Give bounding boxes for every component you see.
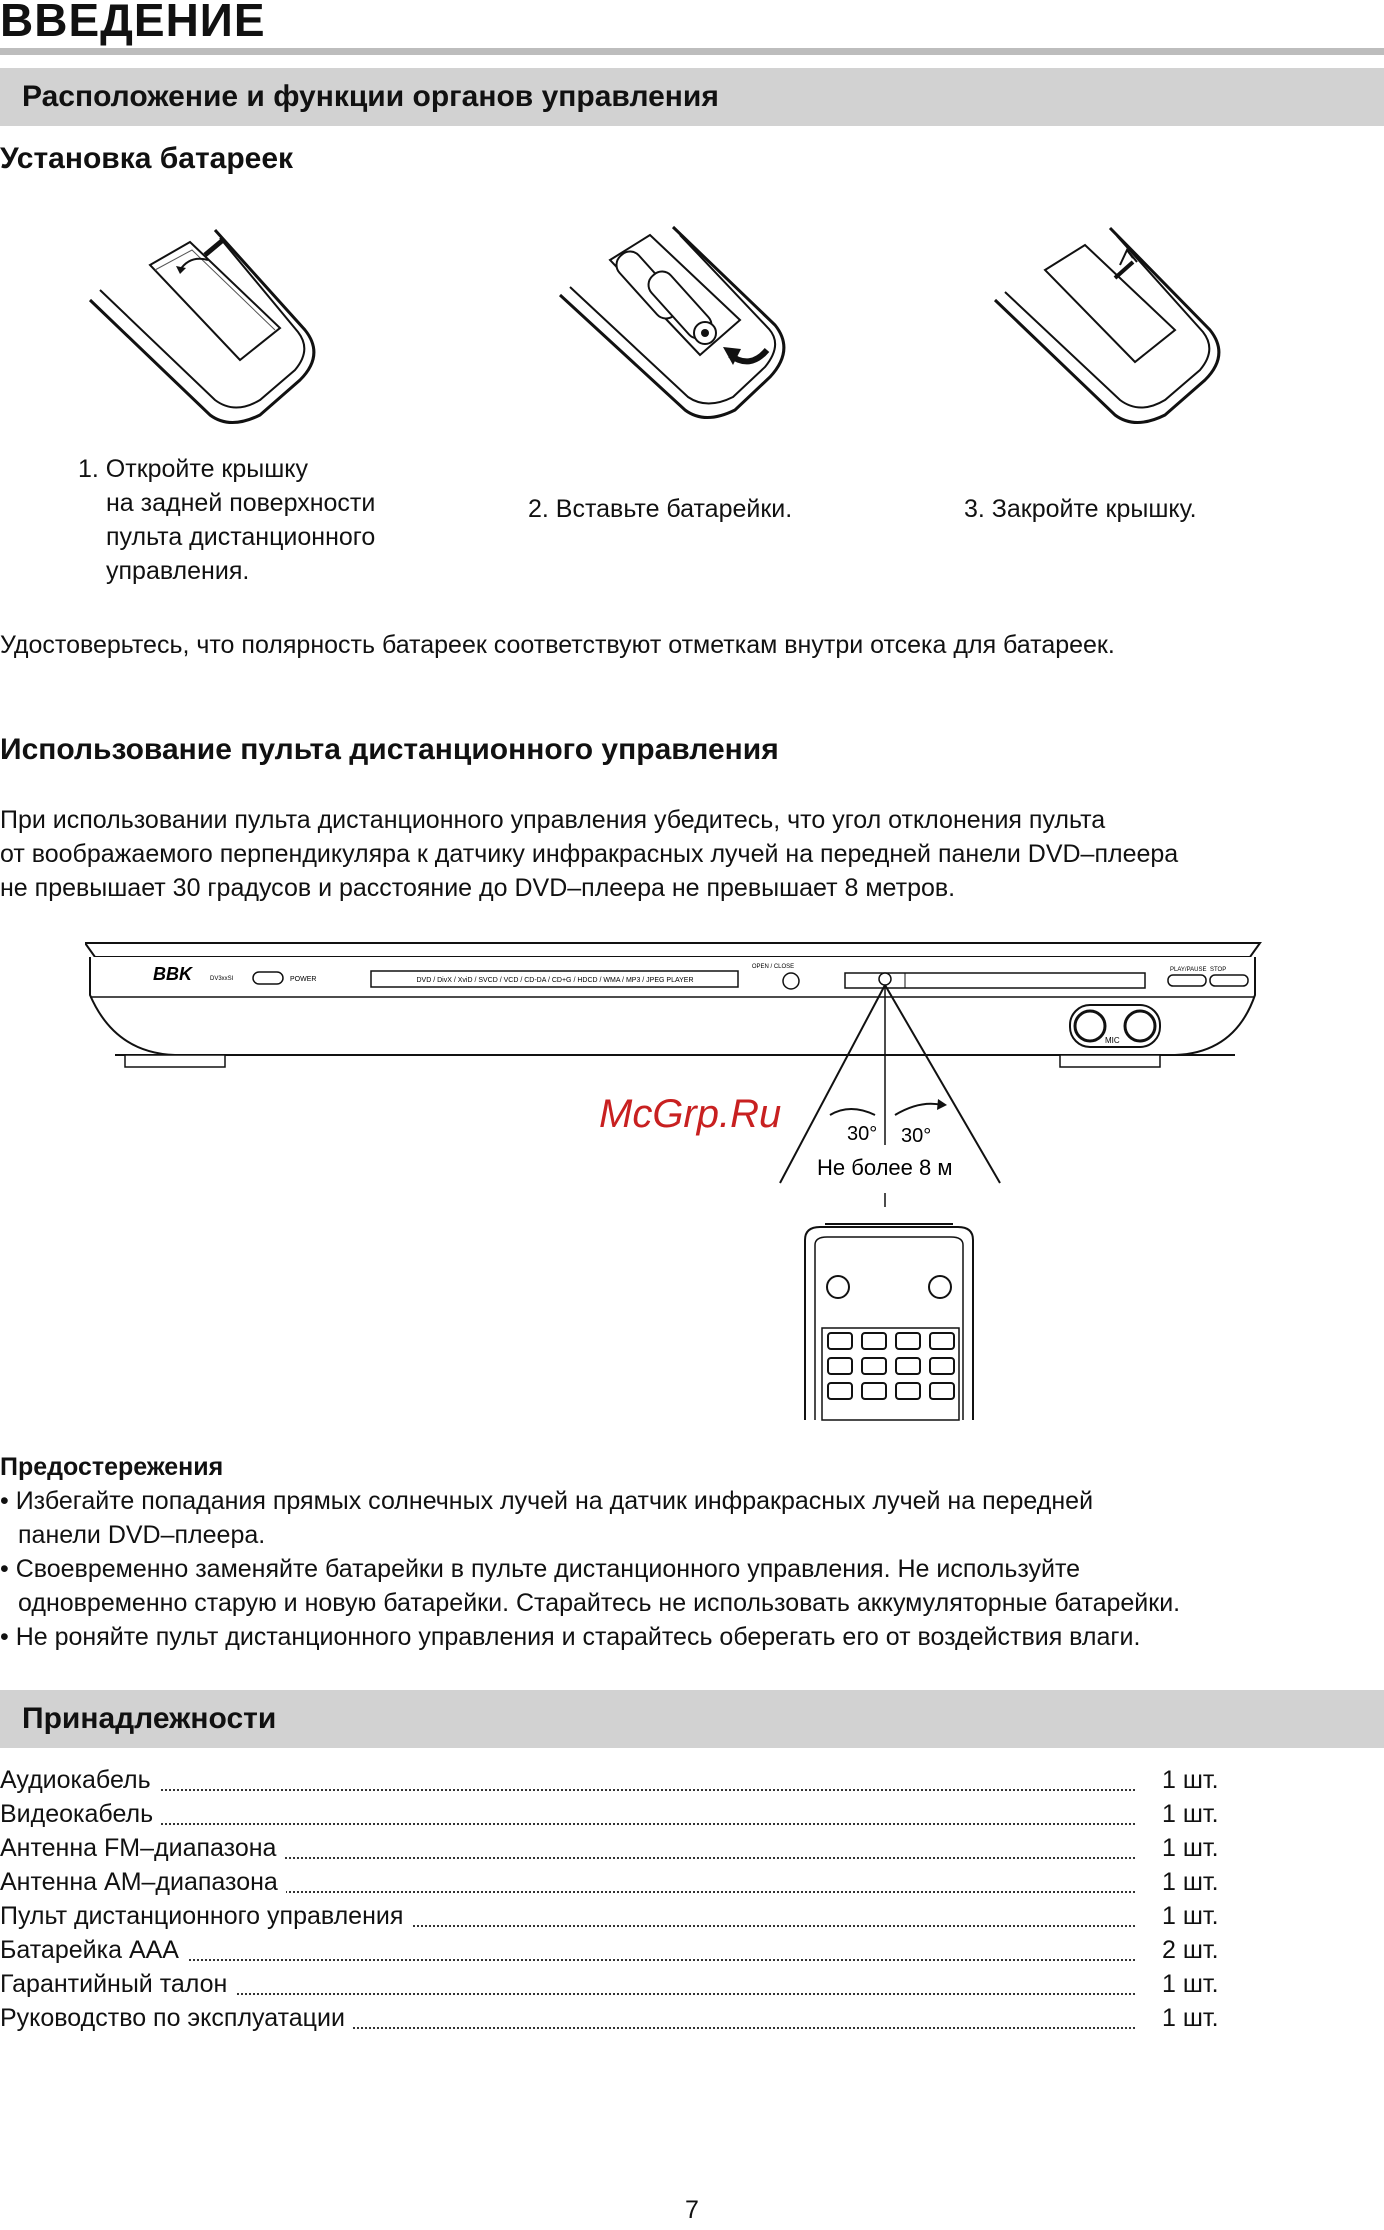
accessory-qty: 1 шт.	[1162, 1834, 1219, 1862]
power-button[interactable]	[253, 972, 283, 984]
battery-step-1: 1. Откройте крышку на задней поверхности пульта дистанционного управления.	[78, 455, 376, 585]
list-item: Батарейка AAA	[0, 1936, 1135, 1970]
mic-jack	[1075, 1011, 1105, 1041]
open-close-button[interactable]	[783, 973, 799, 989]
ir-sensor	[879, 973, 891, 985]
section-band-title: Принадлежности	[22, 1702, 277, 1735]
battery-step-2: 2. Вставьте батарейки.	[528, 495, 793, 523]
angle-left-label: 30°	[847, 1123, 878, 1145]
accessory-qty: 1 шт.	[1162, 1800, 1219, 1828]
battery-heading: Установка батареек	[0, 142, 294, 175]
remote-usage-paragraph: При использовании пульта дистанционного управления убедитесь, что угол отклонения пульта от воображаемого перпендикуляра к датчику инфракрасных лучей на передней панели DVD–плеера не превышает 30 градусов и расстояние до DVD–плеера не превышает 8 метров.	[0, 806, 1179, 902]
title-rule	[0, 48, 1384, 55]
stop-button[interactable]	[1210, 975, 1248, 986]
accessory-qty: 1 шт.	[1162, 1902, 1219, 1930]
watermark: McGrp.Ru	[599, 1092, 782, 1136]
list-item: Пульт дистанционного управления	[0, 1902, 1135, 1936]
warning-item: • Своевременно заменяйте батарейки в пульте дистанционного управления. Не используйте одновременно старую и новую батарейки. Старайтесь не использовать аккумуляторные батарейки.	[0, 1555, 1181, 1617]
mic-label: MIC	[1105, 1036, 1120, 1045]
section-band-title: Расположение и функции органов управления	[22, 80, 719, 113]
accessory-qty: 1 шт.	[1162, 1766, 1219, 1794]
list-item: Руководство по эксплуатации	[0, 2004, 1135, 2038]
list-item: Гарантийный талон	[0, 1970, 1135, 2004]
list-item: Антенна AM–диапазона	[0, 1868, 1135, 1902]
list-item: Антенна FM–диапазона	[0, 1834, 1135, 1868]
warnings-list	[0, 1484, 1180, 1654]
open-close-label: OPEN / CLOSE	[751, 964, 795, 970]
warning-item: • Избегайте попадания прямых солнечных лучей на датчик инфракрасных лучей на передней панели DVD–плеера.	[0, 1487, 1094, 1549]
stop-label: STOP	[1210, 967, 1227, 973]
accessory-qty: 1 шт.	[1162, 1868, 1219, 1896]
power-label: POWER	[290, 976, 317, 983]
battery-step-3: 3. Закройте крышку.	[964, 495, 1197, 523]
accessories-list	[0, 1766, 1384, 2046]
model-label: DV3xxSI	[210, 976, 234, 982]
remote-insert-batteries-illustration	[555, 205, 805, 425]
warnings-heading: Предостережения	[0, 1453, 224, 1481]
section-band-controls	[0, 68, 1384, 126]
formats-label: DVD / DivX / XviD / SVCD / VCD / CD-DA / CD+G / HDCD / WMA / MP3 / JPEG PLAYER	[416, 977, 694, 984]
list-item: Аудиокабель	[0, 1766, 1135, 1800]
accessory-qty: 1 шт.	[1162, 2004, 1219, 2032]
remote-angle-diagram	[85, 935, 1270, 1425]
mic-jack	[1125, 1011, 1155, 1041]
distance-label: Не более 8 м	[817, 1155, 953, 1180]
page-title: ВВЕДЕНИЕ	[0, 0, 266, 46]
page-number: 7	[685, 2196, 699, 2224]
polarity-note: Удостоверьтесь, что полярность батареек соответствуют отметкам внутри отсека для батареек.	[0, 631, 1115, 659]
play-pause-button[interactable]	[1168, 975, 1206, 986]
remote-usage-heading: Использование пульта дистанционного управления	[0, 733, 779, 766]
remote-open-cover-illustration	[80, 210, 340, 430]
accessory-qty: 1 шт.	[1162, 1970, 1219, 1998]
brand-logo: BBK	[153, 964, 192, 984]
remote-close-cover-illustration	[985, 210, 1245, 430]
section-band-accessories	[0, 1690, 1384, 1748]
list-item: Видеокабель	[0, 1800, 1135, 1834]
warning-item: • Не роняйте пульт дистанционного управления и старайтесь оберегать его от воздействия влаги.	[0, 1623, 1141, 1651]
play-pause-label: PLAY/PAUSE	[1170, 967, 1207, 973]
accessory-qty: 2 шт.	[1162, 1936, 1219, 1964]
angle-right-label: 30°	[901, 1125, 932, 1147]
